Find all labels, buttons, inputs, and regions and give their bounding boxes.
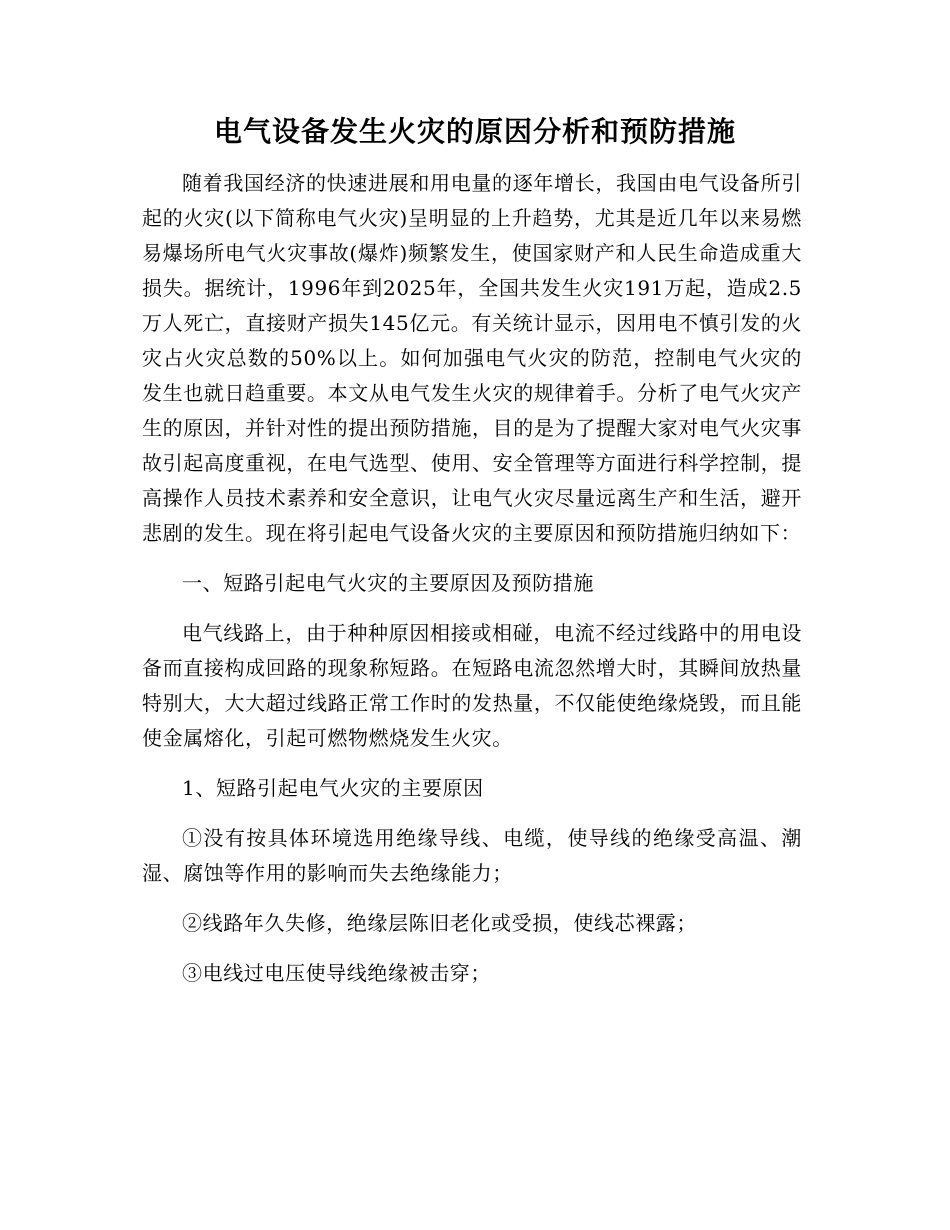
short-circuit-definition-paragraph: 电气线路上，由于种种原因相接或相碰，电流不经过线路中的用电设备而直接构成回路的现象称短路。在短路电流忽然增大时，其瞬间放热量特别大，大大超过线路正常工作时的发热量，不仅能使绝缘烧毁，而且能使金属熔化，引起可燃物燃烧发生火灾。: [142, 621, 802, 750]
subsection-heading-causes: 1、短路引起电气火灾的主要原因: [182, 776, 484, 800]
intro-paragraph: 随着我国经济的快速进展和用电量的逐年增长，我国由电气设备所引起的火灾(以下简称电气火灾)呈明显的上升趋势，尤其是近几年以来易燃易爆场所电气火灾事故(爆炸)频繁发生，使国家财产和人民生命造成重大损失。据统计，1996年到2025年，全国共发生火灾191万起，造成2.5万人死亡，直接财产损失145亿元。有关统计显示，因用电不慎引发的火灾占火灾总数的50%以上。如何加强电气火灾的防范，控制电气火灾的发生也就日趋重要。本文从电气发生火灾的规律着手。分析了电气火灾产生的原因，并针对性的提出预防措施，目的是为了提醒大家对电气火灾事故引起高度重视，在电气选型、使用、安全管理等方面进行科学控制，提高操作人员技术素养和安全意识，让电气火灾尽量远离生产和生活，避开悲剧的发生。现在将引起电气设备火灾的主要原因和预防措施归纳如下：: [142, 171, 802, 545]
document-title: 电气设备发生火灾的原因分析和预防措施: [213, 115, 736, 148]
section-heading-short-circuit: 一、短路引起电气火灾的主要原因及预防措施: [182, 571, 594, 595]
cause-item-2: ②线路年久失修，绝缘层陈旧老化或受损，使线芯裸露；: [182, 911, 697, 935]
document-body: [142, 166, 802, 991]
cause-item-1: ①没有按具体环境选用绝缘导线、电缆，使导线的绝缘受高温、潮湿、腐蚀等作用的影响而失去绝缘能力；: [142, 826, 802, 885]
cause-item-3: ③电线过电压使导线绝缘被击穿；: [182, 961, 491, 985]
